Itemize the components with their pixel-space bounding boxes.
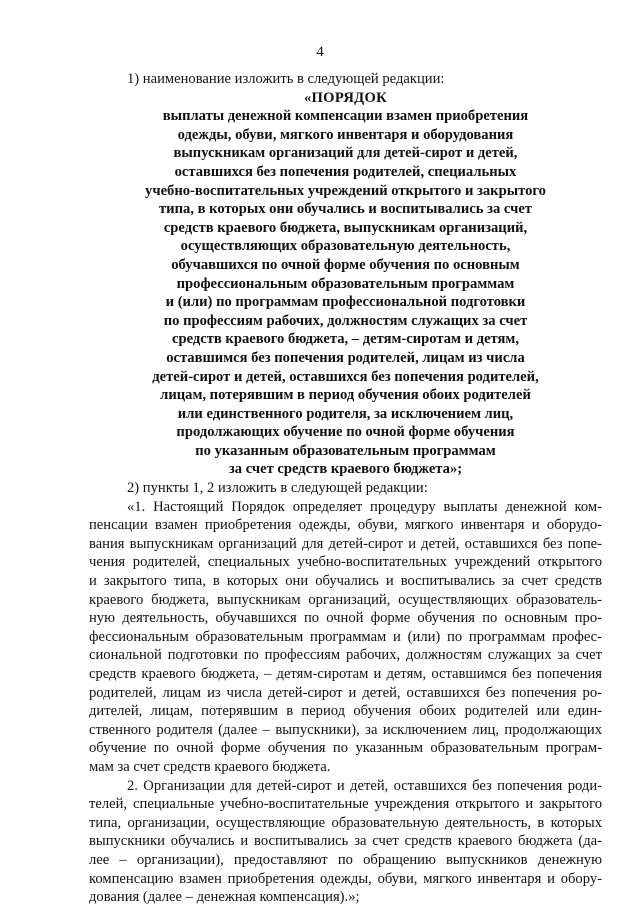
paragraph-line: 2. Организации для детей-сирот и детей, оставшихся без попечения роди- — [127, 777, 602, 794]
paragraph-line: фессиональным образовательным программам и (или) по программам профес- — [89, 628, 602, 645]
paragraph-line: обучение по очной форме обучения по указанным образовательным програм- — [89, 740, 602, 757]
procedure-title-line: выплаты денежной компенсации взамен приобретения — [162, 108, 529, 125]
paragraph-line: краевого бюджета, выпускникам организаций, осуществляющих образователь- — [89, 591, 602, 608]
paragraph-line: «1. Настоящий Порядок определяет процедуру выплаты денежной ком- — [127, 498, 602, 515]
paragraph-line: средств краевого бюджета, – детям-сиротам и детям, оставшимся без попечения — [89, 666, 602, 682]
procedure-title-line: за счет средств краевого бюджета»; — [228, 461, 463, 478]
paragraph-line: и закрытого типа, в которых они обучались и воспитывались за счет средств — [89, 573, 602, 590]
procedure-title-line: учебно-воспитательных учреждений открытого и закрытого — [145, 182, 546, 199]
paragraph-line: ственного родителя (далее – выпускники), за исключением лиц, продолжающих — [89, 721, 602, 738]
point-2-paragraph — [89, 777, 602, 907]
procedure-title-line: или единственного родителя, за исключением лиц, — [177, 405, 514, 422]
paragraph-line: родителей, лицам из числа детей-сирот и детей, оставшихся без попечения ро- — [89, 684, 602, 701]
paragraph-line: лее – организации), предоставляют по обращению выпускников денежную — [89, 851, 602, 868]
page-number: 4 — [316, 44, 324, 60]
amendment-item-2-intro: 2) пункты 1, 2 изложить в следующей редакции: — [127, 480, 428, 497]
procedure-title — [89, 89, 602, 479]
procedure-title-line: и (или) по программам профессиональной подготовки — [165, 294, 526, 311]
paragraph-line: типа, организации, осуществляющие образовательную деятельность, в которых — [89, 814, 602, 831]
paragraph-line: мам за счет средств краевого бюджета. — [89, 758, 331, 775]
amendment-item-1-intro: 1) наименование изложить в следующей редакции: — [127, 71, 445, 87]
paragraph-line: ную деятельность, обучавшихся по очной форме обучения по основным про- — [89, 610, 602, 627]
procedure-title-line: профессиональным образовательным программам — [176, 275, 515, 292]
procedure-title-line: продолжающих обучение по очной форме обучения — [176, 424, 515, 441]
procedure-title-line: по указанным образовательным программам — [195, 442, 496, 459]
procedure-title-line: средств краевого бюджета, выпускникам организаций, — [163, 219, 528, 236]
paragraph-line: дителей, лицам, потерявшим в период обучения обоих родителей или един- — [89, 703, 602, 720]
procedure-title-line: выпускникам организаций для детей-сирот и детей, — [173, 145, 518, 162]
procedure-title-line: детей-сирот и детей, оставшихся без попечения родителей, — [152, 368, 539, 385]
procedure-title-line: одежды, обуви, мягкого инвентаря и оборудования — [177, 126, 514, 143]
point-1-paragraph — [89, 498, 602, 777]
paragraph-line: пенсации взамен приобретения одежды, обуви, мягкого инвентаря и оборудо- — [89, 517, 602, 534]
paragraph-line: дования (далее – денежная компенсация).»; — [89, 889, 360, 906]
procedure-title-line: оставшихся без попечения родителей, специальных — [174, 163, 517, 180]
paragraph-line: телей, специальные учебно-воспитательные учреждения открытого и закрытого — [89, 796, 602, 813]
procedure-title-heading: «ПОРЯДОК — [303, 89, 388, 106]
paragraph-line: чения родителей, специальных учебно-воспитательных учреждений открытого — [89, 554, 602, 571]
paragraph-line: сиональной подготовки по профессиям рабочих, должностям служащих за счет — [89, 647, 602, 664]
procedure-title-line: лицам, потерявшим в период обучения обоих родителей — [160, 387, 531, 404]
paragraph-line: вания выпускникам организаций для детей-сирот и детей, оставшихся без попе- — [89, 535, 602, 552]
paragraph-line: компенсацию взамен приобретения одежды, обуви, мягкого инвентаря и обору- — [89, 870, 602, 887]
document-body — [89, 70, 602, 907]
procedure-title-line: оставшимся без попечения родителей, лицам из числа — [166, 349, 525, 366]
procedure-title-line: осуществляющих образовательную деятельность, — [180, 238, 511, 255]
procedure-title-line: средств краевого бюджета, – детям-сиротам и детям, — [171, 331, 520, 348]
paragraph-line: выпускники обучались и воспитывались за счет средств краевого бюджета (да- — [89, 833, 602, 850]
procedure-title-line: обучавшихся по очной форме обучения по основным — [171, 256, 520, 273]
procedure-title-line: по профессиям рабочих, должностям служащих за счет — [163, 312, 528, 329]
procedure-title-line: типа, в которых они обучались и воспитывались за счет — [159, 201, 532, 218]
